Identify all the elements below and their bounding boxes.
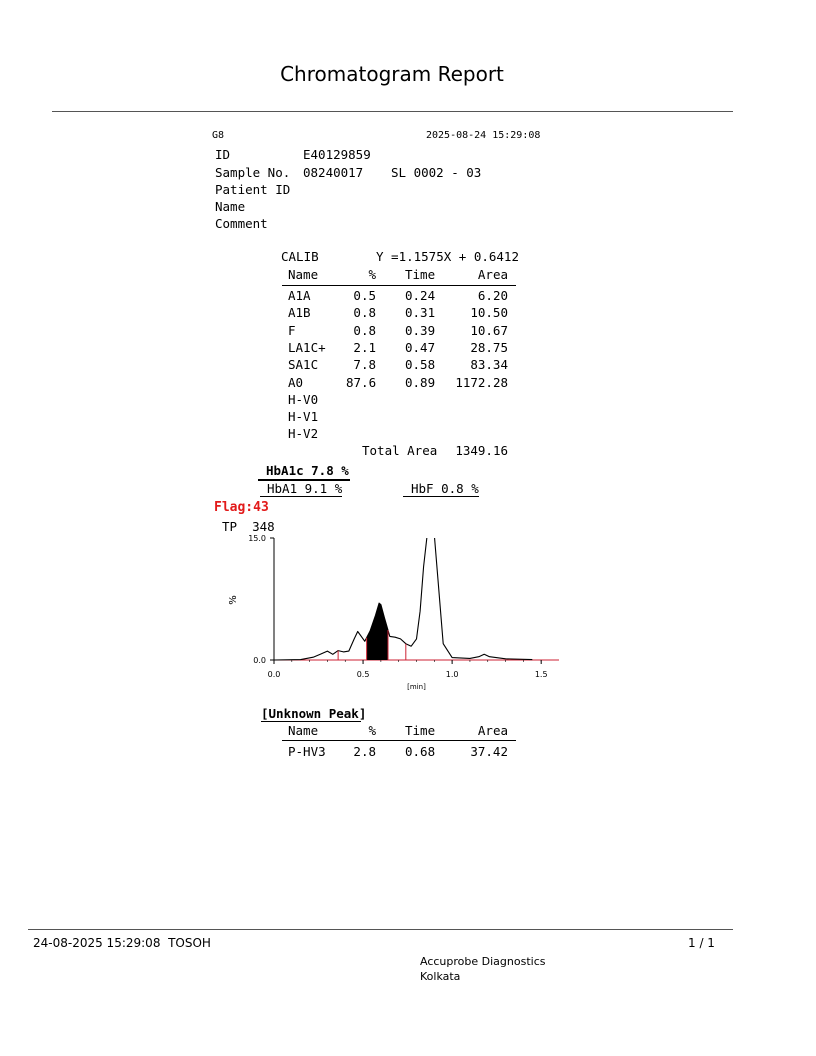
row-area: 6.20 xyxy=(477,288,508,303)
row-area: 10.50 xyxy=(470,305,508,320)
unk-row-name: P-HV3 xyxy=(288,744,326,759)
calib-header-rule xyxy=(282,285,516,286)
row-name: A1B xyxy=(288,305,311,320)
unk-col-name-header: Name xyxy=(288,723,319,738)
y-axis-label: % xyxy=(228,595,239,605)
sample-label: Sample No. xyxy=(215,165,291,180)
row-name: LA1C+ xyxy=(288,340,326,355)
total-area-label: Total Area xyxy=(362,443,438,458)
chromatogram-trace xyxy=(274,535,532,660)
unknown-peak-title: [Unknown Peak] xyxy=(261,706,367,721)
y-tick-label-bottom: 0.0 xyxy=(253,656,266,665)
unk-col-pct-header: % xyxy=(368,723,376,738)
hbf-underline xyxy=(403,496,479,497)
row-pct: 0.8 xyxy=(353,323,376,338)
hba1c-result: HbA1c 7.8 % xyxy=(266,463,349,478)
unk-row-pct: 2.8 xyxy=(353,744,376,759)
row-time: 0.58 xyxy=(405,357,436,372)
x-tick-label: 1.0 xyxy=(445,670,459,679)
row-area: 28.75 xyxy=(470,340,508,355)
tp-label: TP 348 xyxy=(222,519,275,534)
row-name: H-V2 xyxy=(288,426,319,441)
unk-row-area: 37.42 xyxy=(470,744,508,759)
row-pct: 7.8 xyxy=(353,357,376,372)
x-tick-label: 0.0 xyxy=(267,670,281,679)
sa1c-filled-peak xyxy=(367,603,388,660)
footer-divider xyxy=(28,929,733,930)
flag-label: Flag:43 xyxy=(214,500,269,515)
name-label: Name xyxy=(215,199,246,214)
row-area: 1172.28 xyxy=(455,375,508,390)
unk-col-time-header: Time xyxy=(405,723,436,738)
page-number: 1 / 1 xyxy=(688,936,715,950)
x-axis-label: [min] xyxy=(407,683,426,691)
id-value: E40129859 xyxy=(303,147,371,162)
col-name-header: Name xyxy=(288,267,319,282)
row-name: H-V1 xyxy=(288,409,319,424)
row-pct: 0.5 xyxy=(353,288,376,303)
report-title: Chromatogram Report xyxy=(280,62,504,86)
row-pct: 2.1 xyxy=(353,340,376,355)
row-time: 0.24 xyxy=(405,288,436,303)
col-pct-header: % xyxy=(368,267,376,282)
unk-col-area-header: Area xyxy=(477,723,508,738)
calib-equation: Y =1.1575X + 0.6412 xyxy=(376,249,519,264)
unk-row-time: 0.68 xyxy=(405,744,436,759)
row-pct: 0.8 xyxy=(353,305,376,320)
total-area-value: 1349.16 xyxy=(455,443,508,458)
lab-city: Kolkata xyxy=(420,970,461,983)
row-time: 0.47 xyxy=(405,340,436,355)
unknown-header-rule xyxy=(282,740,516,741)
sl-value: SL 0002 - 03 xyxy=(391,165,482,180)
datetime-label: 2025-08-24 15:29:08 xyxy=(426,130,541,141)
patient-id-label: Patient ID xyxy=(215,182,291,197)
hba1-result: HbA1 9.1 % xyxy=(267,481,343,496)
row-name: A1A xyxy=(288,288,311,303)
footer-timestamp: 24-08-2025 15:29:08 TOSOH xyxy=(33,936,211,950)
row-time: 0.39 xyxy=(405,323,436,338)
sample-value: 08240017 xyxy=(303,165,364,180)
y-tick-label-top: 15.0 xyxy=(248,534,266,543)
row-area: 83.34 xyxy=(470,357,508,372)
calib-label: CALIB xyxy=(281,249,319,264)
x-tick-label: 1.5 xyxy=(534,670,548,679)
x-tick-label: 0.5 xyxy=(356,670,370,679)
unknown-peak-underline xyxy=(261,721,361,722)
row-name: H-V0 xyxy=(288,392,319,407)
col-area-header: Area xyxy=(477,267,508,282)
hbf-result: HbF 0.8 % xyxy=(411,481,479,496)
row-area: 10.67 xyxy=(470,323,508,338)
col-time-header: Time xyxy=(405,267,436,282)
row-pct: 87.6 xyxy=(346,375,377,390)
row-name: A0 xyxy=(288,375,304,390)
row-time: 0.31 xyxy=(405,305,436,320)
model-label: G8 xyxy=(212,130,225,141)
lab-name: Accuprobe Diagnostics xyxy=(420,955,546,968)
title-divider xyxy=(52,111,733,112)
id-label: ID xyxy=(215,147,231,162)
row-name: F xyxy=(288,323,296,338)
comment-label: Comment xyxy=(215,216,268,231)
hba1-underline xyxy=(260,496,342,497)
row-name: SA1C xyxy=(288,357,319,372)
row-time: 0.89 xyxy=(405,375,436,390)
